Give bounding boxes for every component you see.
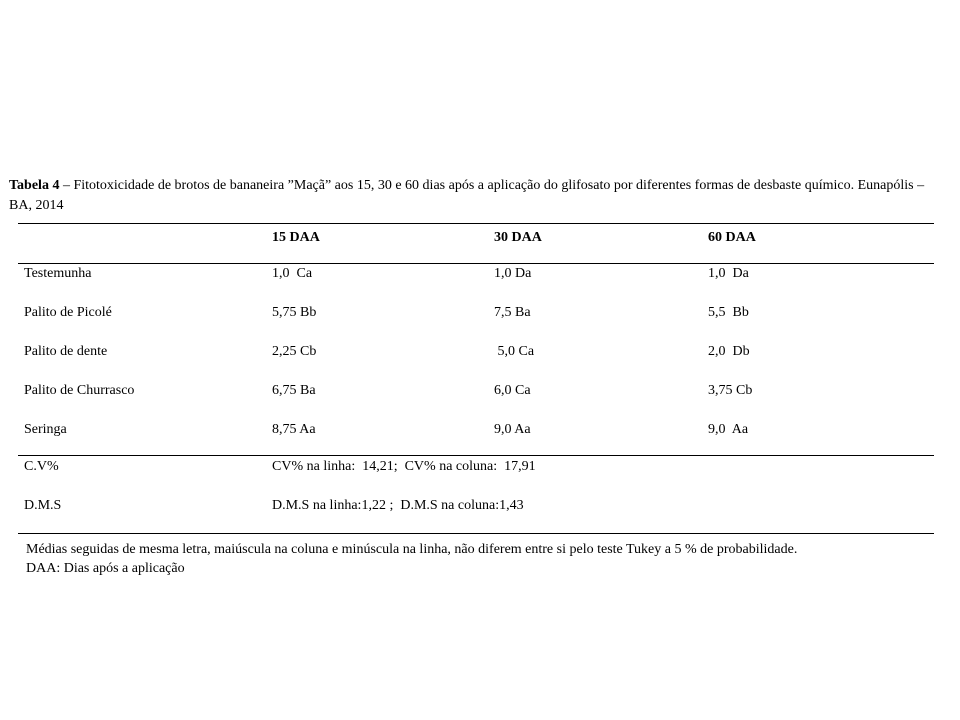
table-caption-label: Tabela 4 [9,178,60,193]
table-caption [9,176,939,216]
row-seringa-label: Seringa [24,422,67,437]
header-cell-30daa: 30 DAA [494,230,542,245]
row-palito-picole-label: Palito de Picolé [24,305,112,320]
row-palito-dente-label: Palito de dente [24,344,108,359]
row-palito-churrasco-30daa: 6,0 Ca [494,383,531,398]
row-testemunha-15daa: 1,0 Ca [272,266,313,281]
stats-dms-value: D.M.S na linha:1,22 ; D.M.S na coluna:1,43 [272,498,524,513]
row-seringa-15daa: 8,75 Aa [272,422,316,437]
header-cell-60daa: 60 DAA [708,230,756,245]
stats-dms-label: D.M.S [24,498,62,513]
header-bottom-rule [18,263,934,264]
row-palito-dente-30daa: 5,0 Ca [494,344,535,359]
row-palito-dente-60daa: 2,0 Db [708,344,750,359]
table-top-rule [18,223,934,224]
stats-cv-label: C.V% [24,459,59,474]
row-palito-picole-60daa: 5,5 Bb [708,305,749,320]
row-testemunha-30daa: 1,0 Da [494,266,532,281]
row-seringa-30daa: 9,0 Aa [494,422,531,437]
row-palito-picole-30daa: 7,5 Ba [494,305,531,320]
row-palito-churrasco-15daa: 6,75 Ba [272,383,316,398]
footnote-daa: DAA: Dias após a aplicação [26,561,185,576]
row-testemunha-label: Testemunha [24,266,92,281]
row-testemunha-60daa: 1,0 Da [708,266,749,281]
row-palito-churrasco-label: Palito de Churrasco [24,383,135,398]
row-palito-churrasco-60daa: 3,75 Cb [708,383,753,398]
stats-cv-value: CV% na linha: 14,21; CV% na coluna: 17,91 [272,459,536,474]
table-bottom-rule [18,533,934,534]
footnote-tukey: Médias seguidas de mesma letra, maiúscula na coluna e minúscula na linha, não diferem entre si pelo teste Tukey a 5 % de probabilidade. [26,542,798,557]
table-caption-text: – Fitotoxicidade de brotos de bananeira ”Maçã” aos 15, 30 e 60 dias após a aplicação do glifosato por diferentes formas de desbaste químico. Eunapólis – BA, 2014 [9,178,925,213]
row-palito-picole-15daa: 5,75 Bb [272,305,317,320]
header-cell-15daa: 15 DAA [272,230,320,245]
stats-top-rule [18,455,934,456]
row-palito-dente-15daa: 2,25 Cb [272,344,317,359]
table-footnote [26,540,936,578]
row-seringa-60daa: 9,0 Aa [708,422,749,437]
